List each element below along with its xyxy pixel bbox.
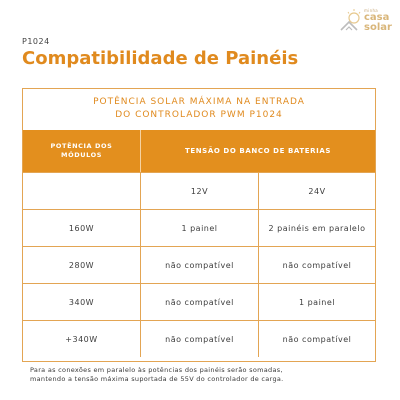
value-12v-cell: 1 painel (141, 210, 259, 246)
power-cell: 160W (23, 210, 141, 246)
brand-small-text: minha (364, 8, 379, 13)
value-12v-cell: não compatível (141, 321, 259, 357)
value-24v-cell: não compatível (282, 334, 352, 344)
table-row (23, 320, 375, 357)
value-24v-cell: 1 painel (298, 297, 336, 307)
caption-line-1: POTÊNCIA SOLAR MÁXIMA NA ENTRADA (93, 97, 305, 107)
product-code: P1024 (22, 37, 50, 46)
value-12v-cell: não compatível (141, 247, 259, 283)
footnote-line-1: Para as conexões em paralelo às potências dos painéis serão somadas, (30, 366, 283, 374)
value-24v-cell: não compatível (282, 260, 352, 270)
header-voltage-column: TENSÃO DO BANCO DE BATERIAS (184, 147, 332, 155)
header-power-line-1: POTÊNCIA DOS (50, 142, 113, 150)
header-power-line-2: MÓDULOS (61, 151, 102, 159)
brand-logo (340, 8, 394, 36)
table-row (23, 209, 375, 246)
house-sun-icon (340, 8, 364, 34)
caption-line-2: DO CONTROLADOR PWM P1024 (115, 110, 283, 120)
footnote (30, 366, 380, 384)
compatibility-table (22, 88, 376, 362)
table-caption (23, 89, 375, 129)
table-header (23, 130, 375, 172)
empty-cell (23, 173, 141, 209)
footnote-line-2: mantendo a tensão máxima suportada de 55V do controlador de carga. (30, 375, 284, 383)
brand-word-2: solar (364, 22, 392, 33)
table-row (23, 283, 375, 320)
power-cell: +340W (23, 321, 141, 357)
value-24v-cell: 2 painéis em paralelo (268, 223, 366, 233)
power-cell: 280W (23, 247, 141, 283)
table-row (23, 246, 375, 283)
voltage-12v: 12V (141, 173, 259, 209)
voltage-subheader-row (23, 172, 375, 209)
page-title: Compatibilidade de Painéis (22, 48, 299, 69)
value-12v-cell: não compatível (141, 284, 259, 320)
brand-word-1: casa (364, 12, 390, 23)
voltage-24v: 24V (308, 186, 326, 196)
power-cell: 340W (23, 284, 141, 320)
header-power-column (23, 130, 141, 172)
